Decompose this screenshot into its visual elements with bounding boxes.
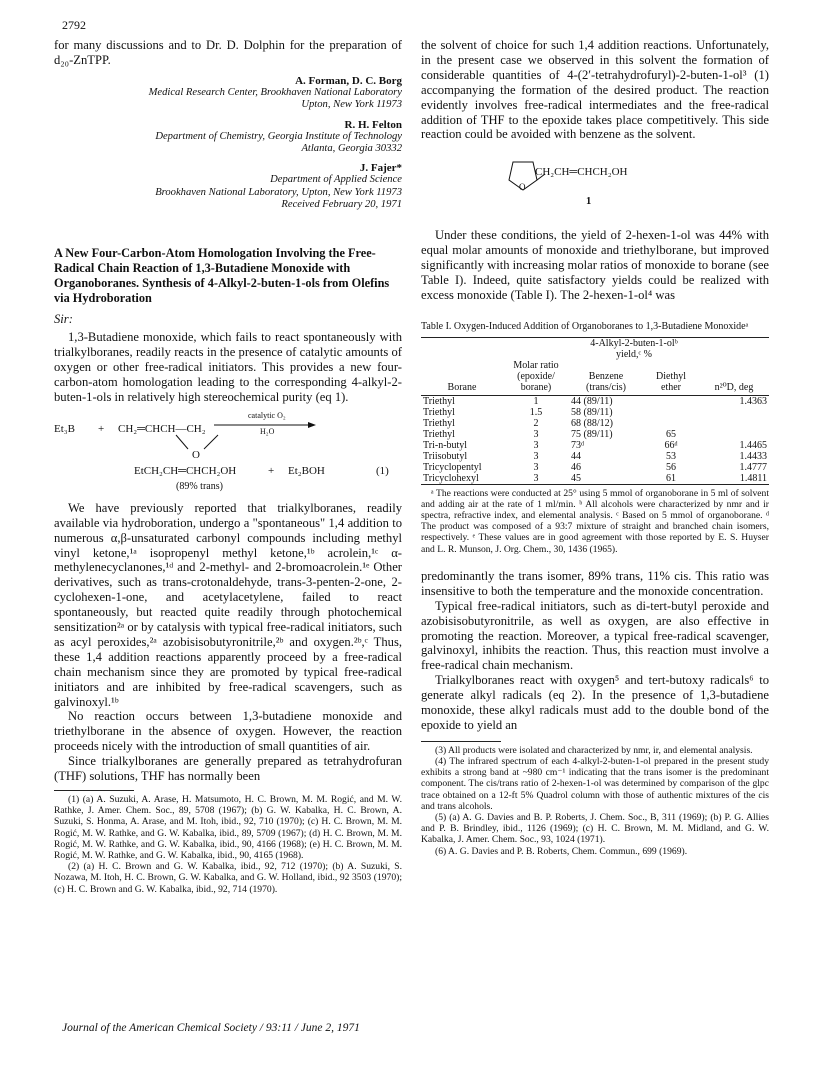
table-cell: Tricyclopentyl (423, 461, 482, 473)
table-cell (699, 407, 769, 418)
journal-footer: Journal of the American Chemical Society / 93:11 / June 2, 1971 (62, 1022, 360, 1034)
table-row (421, 451, 769, 462)
table-cell: 66ᵈ (664, 439, 678, 451)
table-cell: Tricyclohexyl (421, 473, 503, 485)
table-cell: 73ᵈ (571, 439, 585, 451)
table-cell: Triisobutyl (423, 450, 468, 462)
table-yield-header: yield,ᶜ % (616, 348, 652, 360)
table-cell: 1.4465 (739, 439, 767, 451)
paragraph: Since trialkylboranes are generally prepared as tetrahydrofuran (THF) solutions, THF has normally been (54, 754, 402, 784)
table-cell (643, 418, 699, 429)
table-cell: 44 (89/11) (571, 395, 613, 407)
table-cell (643, 407, 699, 418)
signature-affiliation: Department of Chemistry, Georgia Institute of Technology (155, 130, 402, 142)
eq-stereo: (89% trans) (176, 480, 223, 492)
ring-oxygen: O (519, 182, 526, 193)
article-title: A New Four-Carbon-Atom Homologation Involving the Free-Radical Chain Reaction of 1,3-Butadiene Monoxide with Organoboranes. Synthesis of 4-Alkyl-2-buten-1-ols from Olefins via Hydroboration (54, 246, 390, 306)
table-cell: 3 (533, 461, 539, 473)
table-cell: 1.4811 (699, 473, 769, 485)
eq-product: EtCH₂CH═CHCH₂OH (134, 464, 237, 477)
table-cell: 1 (533, 395, 539, 407)
footnote: (5) (a) A. G. Davies and B. P. Roberts, J. Chem. Soc., B, 311 (1969); (b) P. G. Allies and P. B. Brindley, ibid., 1126 (1969); (c) H. C. Brown, M. M. Midland, and G. W. Kabalka, J. Amer. Chem. Soc., 93, 1024 (1971). (421, 812, 769, 846)
eq-catalyst: catalytic O₂ (248, 410, 286, 420)
table-group-header: 4-Alkyl-2-buten-1-olᵇ (569, 337, 699, 349)
page-number: 2792 (62, 18, 86, 32)
table-cell: 3 (503, 473, 569, 485)
table-cell: 2 (533, 417, 539, 429)
footnote: (4) The infrared spectrum of each 4-alkyl-2-buten-1-ol prepared in the present study exhibits a strong band at ~980 cm⁻¹ indicating that the trans isomer is the predominant component. The cis/trans ratio of 2-hexen-1-ol was determined by comparison of the glpc trace obtained on a 12-ft 5% Quadrol column with those of authentic mixtures of the cis and trans alcohols. (421, 756, 769, 812)
table-1 (421, 337, 769, 485)
signature-address: Upton, New York 11973 (301, 99, 402, 111)
table-cell: 1.4433 (739, 450, 767, 462)
table-row (421, 418, 769, 429)
eq-plus: + (268, 464, 275, 477)
table-cell: Triethyl (423, 406, 455, 418)
structure-formula: CH₂CH═CHCH₂OH (535, 166, 628, 179)
paragraph: Typical free-radical initiators, such as di-tert-butyl peroxide and azobisisobutyronitrile, as well as oxygen, are also effective in promoting the reaction. Moreover, a typical free-radical scavenger, galvinoxyl, inhibits the reaction. Thus, this reaction must involve a free-radical chain mechanism. (421, 598, 769, 673)
table-header: n²⁰D, deg (699, 360, 769, 396)
footnote: (3) All products were isolated and characterized by nmr, ir, and elemental analysis. (435, 744, 753, 756)
table-cell: 1.4363 (739, 395, 767, 407)
intro-paragraph: for many discussions and to Dr. D. Dolphin for the preparation of d₂₀-ZnTPP. (54, 38, 402, 67)
table-row (421, 462, 769, 473)
eq-coproduct: Et₂BOH (288, 464, 325, 477)
footnote-rule (54, 790, 134, 791)
equation-1 (54, 411, 402, 497)
eq-reactant: Et₃B (54, 422, 75, 435)
table-cell: Triethyl (423, 395, 455, 407)
table-cell: 1.4777 (739, 461, 767, 473)
table-cell: 65 (666, 428, 676, 440)
table-row (421, 395, 769, 407)
footnote: (2) (a) H. C. Brown and G. W. Kabalka, ibid., 92, 712 (1970); (b) A. Suzuki, S. Nozawa, M. Itoh, H. C. Brown, G. W. Kabalka, and G. W. Holland, ibid., 92 3503 (1970); (c) H. C. Brown and G. W. Kabalka, ibid., 92, 714 (1970). (54, 861, 402, 895)
table-row (421, 429, 769, 440)
footnote: (1) (a) A. Suzuki, A. Arase, H. Matsumoto, H. C. Brown, M. M. Rogić, and M. W. Rathke, J. Amer. Chem. Soc., 89, 5708 (1967); (b) G. W. Kabalka, H. C. Brown, A. Suzuki, S. Honma, A. Arase, and M. Itoh, ibid., 92, 710 (1970); (c) H. C. Brown, M. M. Rogić, M. W. Rathke, and G. W. Kabalka, ibid., 89, 5709 (1967); (d) H. C. Brown, M. M. Rogić, M. W. Rathke, and G. W. Kabalka, ibid., 90, 4166 (1968); (e) H. C. Brown, M. M. Rogić, M. W. Rathke, and G. W. Kabalka, ibid., 90, 4165 (1968). (54, 794, 402, 862)
signature-name: A. Forman, D. C. Borg (295, 74, 402, 87)
table-notes: ᵃ The reactions were conducted at 25° using 5 mmol of organoborane in 5 ml of solvent and adding air at the rate of 1 ml/min. ᵇ All alcohols were characterized by nmr and ir spectra, refractive index, and elemental analysis. ᶜ Based on 5 mmol of organoborane. ᵈ The product was composed of a 93:7 mixture of straight and branched chain isomers, respectively. ᵉ These values are in good agreement with those reported by E. S. Huyser and L. R. Munson, J. Org. Chem., 30, 1436 (1965). (421, 487, 769, 555)
right-column (421, 38, 769, 857)
signature-address: Atlanta, Georgia 30332 (301, 143, 402, 155)
table-cell: 61 (643, 473, 699, 485)
table-cell (643, 395, 699, 407)
table-row (421, 440, 769, 451)
signature-affiliation: Department of Applied Science (270, 174, 402, 186)
footnote: (6) A. G. Davies and P. B. Roberts, Chem. Commun., 699 (1969). (435, 845, 688, 857)
paragraph: Under these conditions, the yield of 2-hexen-1-ol was 44% with equal molar amounts of monoxide and triethylborane, but improved significantly with increasing molar ratios of monoxide to borane (see Table I). Indeed, quite satisfactory yields could be realized with excess monoxide (Table I). The 2-hexen-1-ol⁴ was (421, 228, 769, 302)
table-header: Borane (421, 360, 503, 396)
table-cell: Triethyl (423, 417, 455, 429)
table-cell: Tri-n-butyl (423, 439, 468, 451)
table-cell: 3 (533, 439, 539, 451)
signature-name: J. Fajer* (359, 162, 402, 175)
table-cell: 75 (89/11) (571, 428, 613, 440)
paragraph: the solvent of choice for such 1,4 addition reactions. Unfortunately, in the present case we observed in this solvent the formation of considerable quantities of 4-(2′-tetrahydrofuryl)-2-buten-1-ol³ (1) accompanying the formation of the desired product. The reaction evidently involves free-radical intermediates and the free-radical addition of THF to the epoxide takes place competitively. This side reaction could be avoided with benzene as the solvent. (421, 38, 769, 142)
eq-plus: + (98, 422, 105, 435)
table-cell: 3 (533, 428, 539, 440)
structure-1 (421, 152, 769, 222)
signature-name: R. H. Felton (344, 118, 402, 131)
table-cell: 56 (666, 461, 676, 473)
table-cell (699, 418, 769, 429)
received-date: Received February 20, 1971 (281, 199, 402, 211)
eq-solvent: H₂O (260, 426, 275, 436)
table-row (421, 407, 769, 418)
eq-reactant: CH₂═CHCH—CH₂ (118, 422, 206, 435)
paragraph: We have previously reported that trialkylboranes, readily available via hydroboration, undergo a "spontaneous" 1,4 addition to numerous α,β-unsaturated carbonyl compounds including methyl vinyl ketone,¹ᵃ isopropenyl methyl ketone,¹ᵇ acrolein,¹ᶜ α-methylenecyclanones,¹ᵈ and 2-methyl- and 2-bromoacrolein.¹ᵉ Other derivatives, such as trans-crotonaldehyde, trans-3-penten-2-one, 2-cyclohexen-1-one, and acetylacetylene, failed to react spontaneously, but reacted quite readily through photochemical sensitization²ᵃ or by catalysis with typical free-radical initiators, such as acyl peroxides,²ᵃ azobisisobutyronitrile,²ᵇ and oxygen.²ᵇ,ᶜ Thus, these 1,4 addition reactions apparently proceed by a free-radical chain mechanism since they are promoted by typical free-radical initiators and are inhibited by free-radical scavengers, such as galvinoxyl.¹ᵇ (54, 500, 402, 709)
paragraph: No reaction occurs between 1,3-butadiene monoxide and triethylborane in the absence of oxygen. However, the reaction proceeds nicely with the introduction of small quantities of air. (54, 709, 402, 754)
table-cell: 58 (89/11) (571, 406, 613, 418)
table-cell: 46 (571, 461, 581, 473)
table-header: Molar ratio (epoxide/ borane) (503, 360, 569, 396)
table-cell: Triethyl (423, 428, 455, 440)
eq-number: (1) (376, 464, 389, 477)
table-cell: 53 (666, 450, 676, 462)
footnote-rule (421, 741, 501, 742)
signature-address: Brookhaven National Laboratory, Upton, New York 11973 (155, 186, 402, 198)
table-caption: Table I. Oxygen-Induced Addition of Organoboranes to 1,3-Butadiene Monoxideᵃ (421, 320, 749, 332)
paragraph: 1,3-Butadiene monoxide, which fails to react spontaneously with trialkylboranes, readily reacts in the presence of catalytic amounts of oxygen or other free-radical initiators. This provides a new four-carbon-atom homologation leading to the corresponding 4-alkyl-2-buten-1-ols in relatively high stereochemical purity (eq 1). (54, 330, 402, 404)
table-cell: 44 (571, 450, 581, 462)
table-cell (699, 429, 769, 440)
table-header: Benzene (trans/cis) (569, 360, 643, 396)
salutation: Sir: (54, 312, 73, 327)
paragraph: Trialkylboranes react with oxygen⁵ and tert-butoxy radicals⁶ to generate alkyl radicals (eq 2). In the presence of 1,3-butadiene monoxide, these alkyl radicals must add to the double bond of the epoxide to yield an (421, 673, 769, 732)
paragraph: predominantly the trans isomer, 89% trans, 11% cis. This ratio was insensitive to both the temperature and the monoxide concentration. (421, 568, 769, 598)
table-cell: 1.5 (529, 406, 543, 418)
table-cell: 3 (533, 450, 539, 462)
table-cell: 68 (88/12) (571, 417, 613, 429)
eq-oxygen: O (192, 448, 200, 461)
table-header: Diethyl ether (643, 360, 699, 396)
table-cell: 45 (569, 473, 643, 485)
structure-label: 1 (586, 196, 592, 208)
table-row (421, 473, 769, 485)
epoxide-bonds (54, 411, 402, 497)
left-column (54, 38, 402, 895)
signature-affiliation: Medical Research Center, Brookhaven National Laboratory (148, 86, 402, 98)
